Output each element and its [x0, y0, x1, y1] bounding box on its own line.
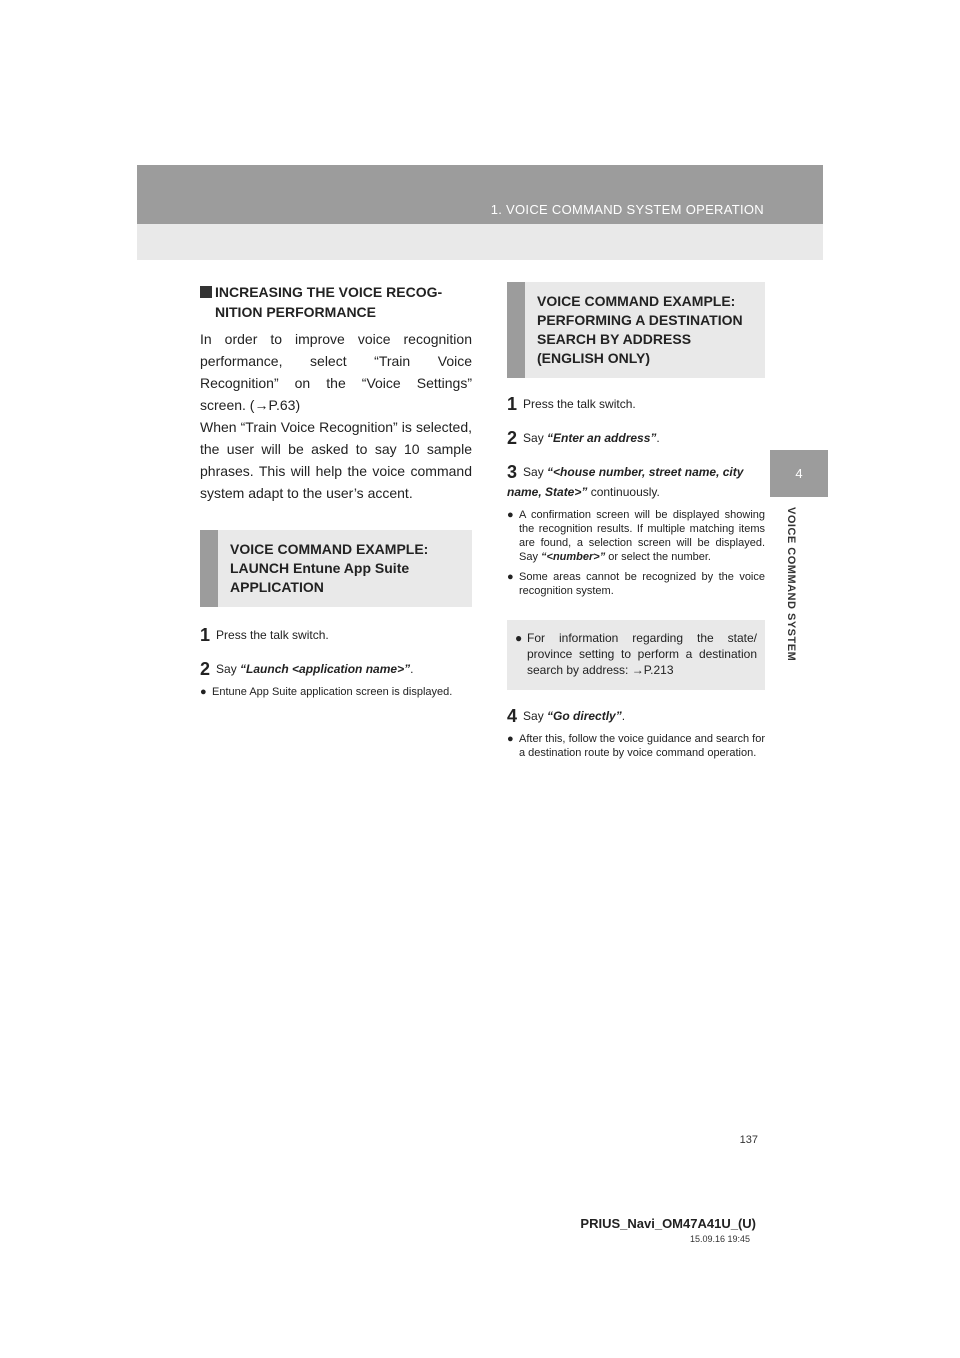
step-2: 2 Say “Enter an address”.: [507, 428, 660, 448]
step-number: 2: [200, 659, 211, 679]
step-number: 1: [507, 394, 518, 414]
example-box-address-search: [507, 282, 765, 378]
step-1: 1 Press the talk switch.: [200, 625, 329, 645]
header-sub-band: [137, 224, 823, 260]
subsection-heading: INCREASING THE VOICE RECOG- NITION PERFORMANCE: [200, 282, 472, 322]
bullet-icon: ●: [507, 733, 514, 745]
chapter-side-label: VOICE COMMAND SYSTEM: [785, 507, 797, 662]
bullet-areas-unrecognized: ● Some areas cannot be recognized by the voice recognition system.: [507, 571, 765, 597]
bullet-icon: ●: [507, 509, 514, 521]
step-number: 2: [507, 428, 518, 448]
bullet-icon: ●: [515, 631, 523, 645]
chapter-tab: 4: [770, 450, 828, 497]
print-timestamp: 15.09.16 19:45: [689, 1234, 750, 1244]
step-3: 3 Say “<house number, street name, city name, State>” continuously.: [507, 462, 744, 499]
step-2: 2 Say “Launch <application name>”.: [200, 659, 414, 679]
left-column: [200, 282, 472, 699]
document-code: PRIUS_Navi_OM47A41U_(U): [580, 1216, 756, 1231]
paragraph-train-voice: In order to improve voice recognition performance, select “Train Voice Recognition” on the “Voice Settings” screen. (→P.63): [200, 331, 472, 413]
bullet-confirmation-screen: ● A confirmation screen will be displayed showing the recognition results. If multiple matching items are found, a selection screen will be displayed. Say “<number>” or select the number.: [507, 509, 765, 563]
bullet-icon: ●: [507, 571, 514, 583]
bullet-icon: ●: [200, 686, 207, 698]
example-box-title: VOICE COMMAND EXAMPLE: LAUNCH Entune App Suite APPLICATION: [230, 541, 429, 595]
note-box-state-setting: [507, 620, 765, 690]
bullet-state-setting: ● For information regarding the state/ province setting to perform a destination search by address: →P.213: [515, 631, 757, 677]
step-1: 1 Press the talk switch.: [507, 394, 636, 414]
bullet-voice-guidance: ● After this, follow the voice guidance and search for a destination route by voice command operation.: [507, 733, 765, 759]
paragraph-sample-phrases: When “Train Voice Recognition” is selected, the user will be asked to say 10 sample phrases. This will help the voice command system adapt to the user’s accent.: [200, 419, 472, 501]
section-title: 1. VOICE COMMAND SYSTEM OPERATION: [490, 202, 764, 217]
bullet-app-screen: ● Entune App Suite application screen is displayed.: [200, 686, 453, 698]
step-4: 4 Say “Go directly”.: [507, 706, 626, 726]
square-bullet-icon: [200, 286, 212, 298]
step-number: 1: [200, 625, 211, 645]
example-box-title: VOICE COMMAND EXAMPLE: PERFORMING A DESTINATION SEARCH BY ADDRESS (ENGLISH ONLY): [537, 293, 743, 366]
page-number: 137: [739, 1134, 758, 1146]
step-number: 4: [507, 706, 518, 726]
example-box-launch-app: [200, 530, 472, 607]
right-column: [507, 282, 765, 760]
step-number: 3: [507, 462, 518, 482]
